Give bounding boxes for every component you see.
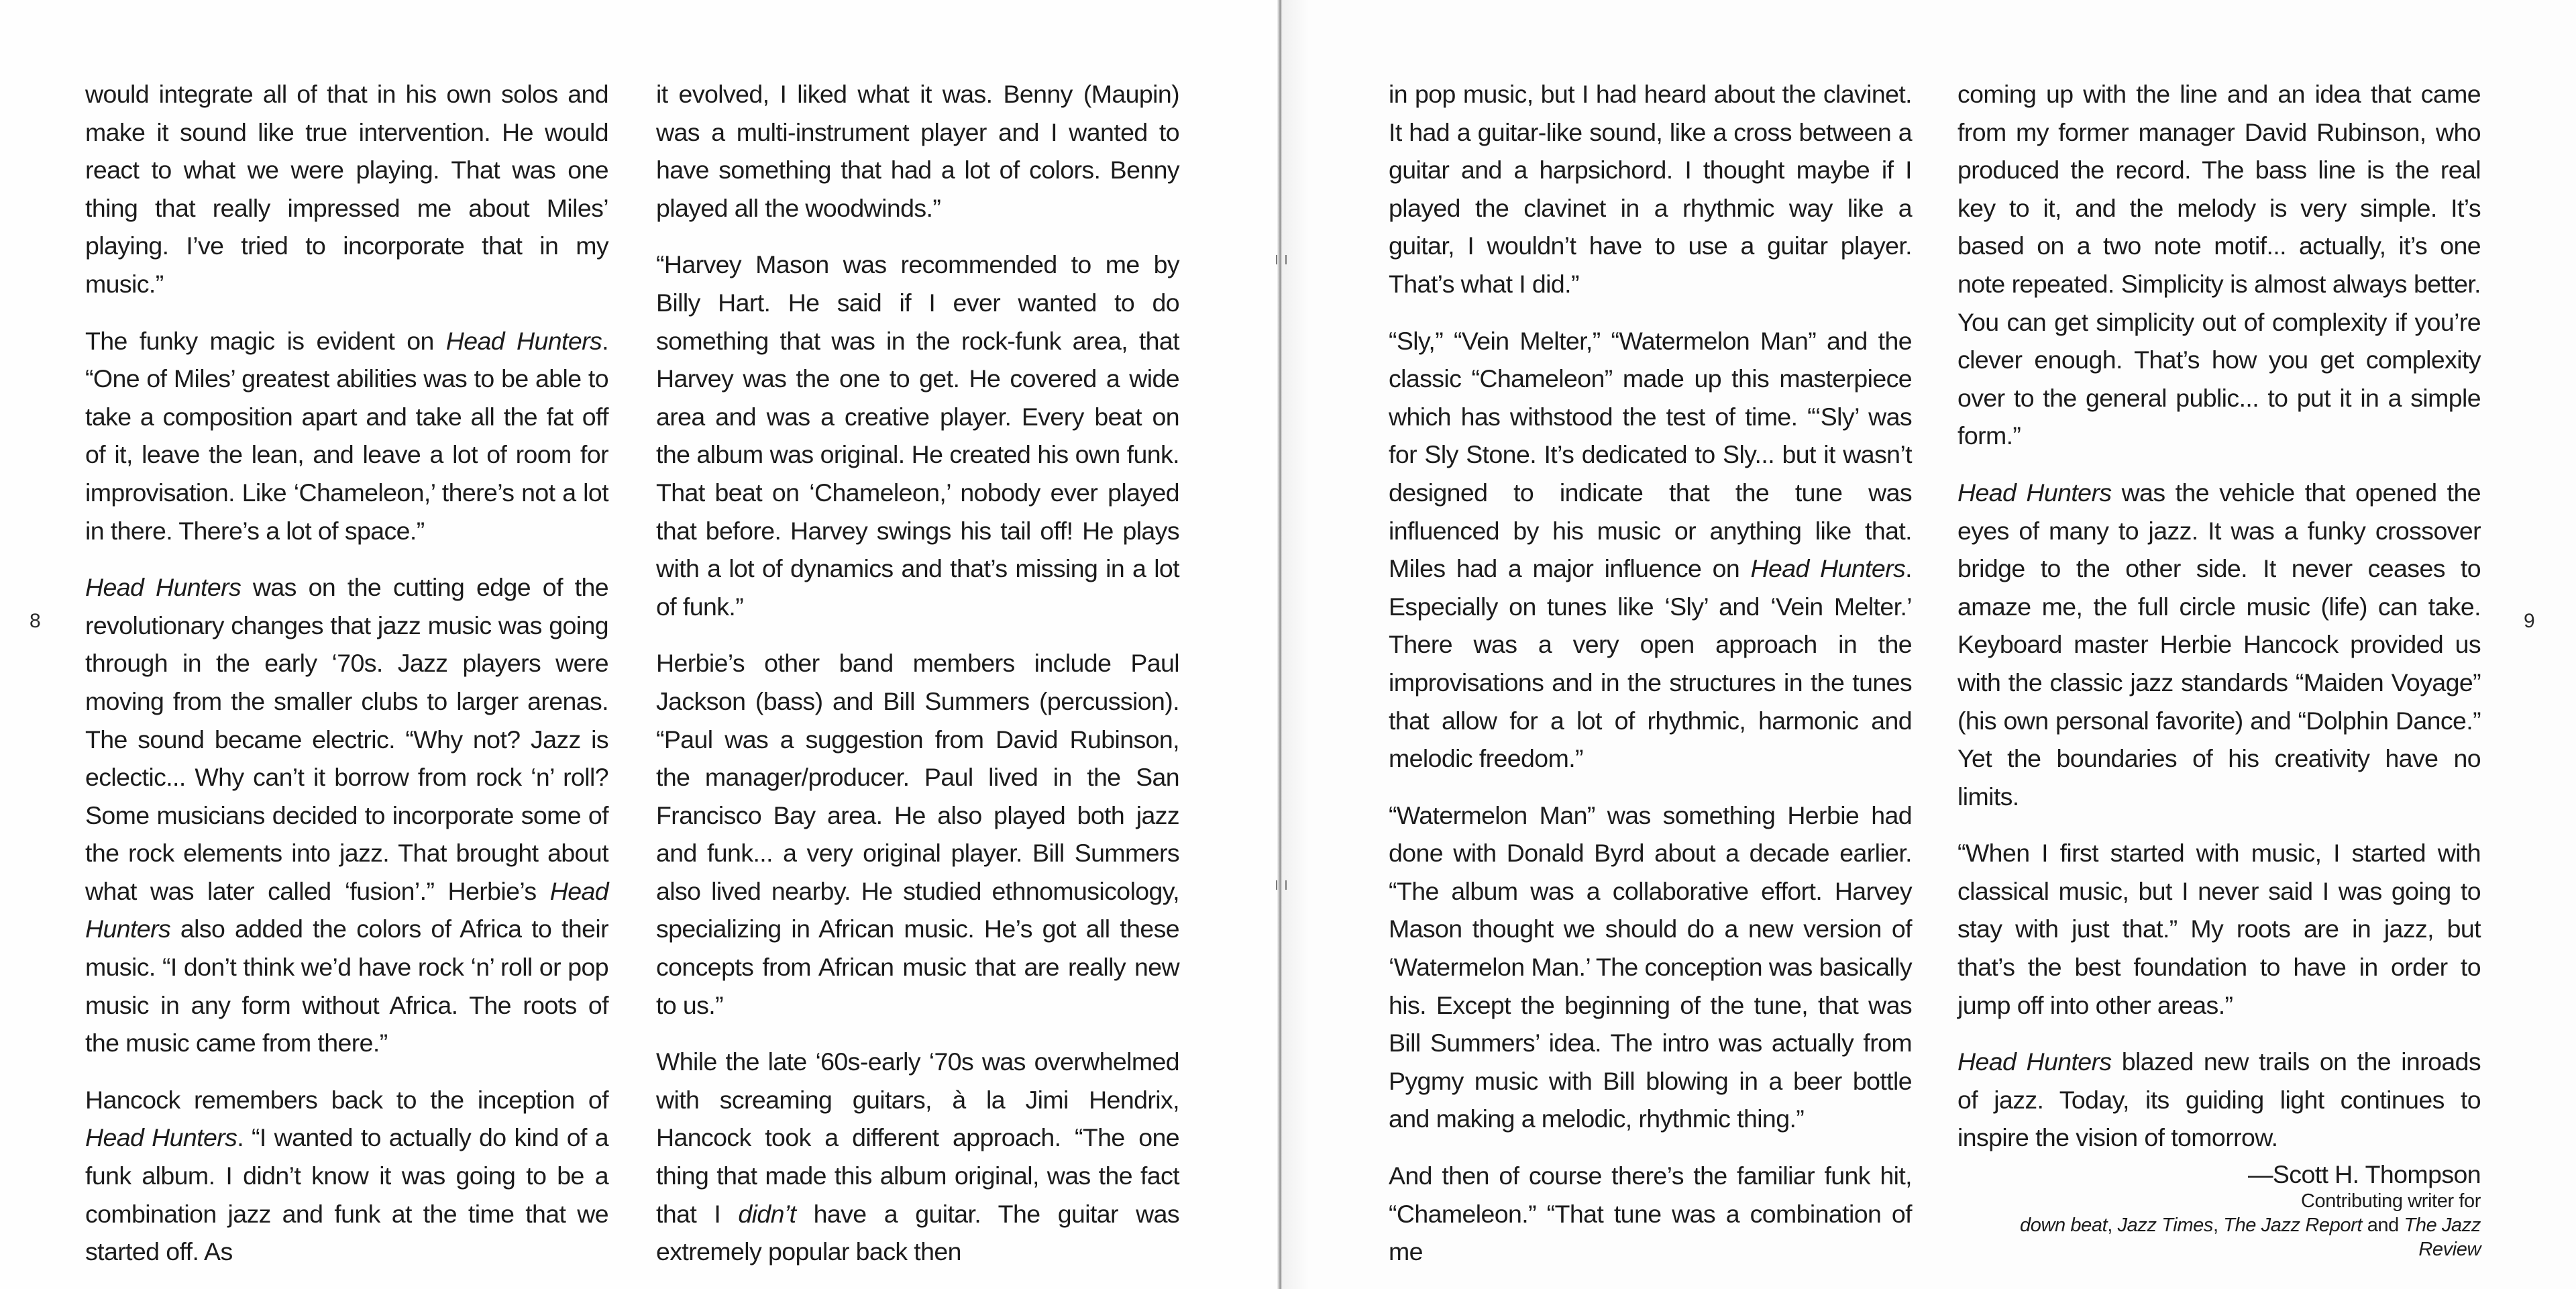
album-title: Head Hunters [445, 326, 602, 355]
staple-bottom [1276, 880, 1287, 890]
album-title: Head Hunters [1750, 554, 1906, 583]
column-2 [656, 75, 1179, 1271]
album-title: Head Hunters [1957, 478, 2112, 507]
page-number-left: 8 [30, 610, 41, 632]
fold-shadow [1283, 0, 1309, 1289]
column-1 [85, 75, 608, 1271]
column-3 [1389, 75, 1912, 1271]
paragraph: Head Hunters blazed new trails on the inroads of jazz. Today, its guiding light continues to inspire the vision of tomorrow. [1957, 1047, 2481, 1152]
paragraph: While the late ‘60s-early ‘70s was overwhelmed with screaming guitars, à la Jimi Hendrix, Hancock took a different approach. “The one thing that made this album original, was the fact that I didn’t have a guitar. The guitar was extremely popular back then [656, 1047, 1179, 1266]
paragraph: Hancock remembers back to the inception of Head Hunters. “I wanted to actually do kind of a funk album. I didn’t know it was going to be a combination jazz and funk at the time that we started off. As [85, 1085, 608, 1266]
paragraph: Herbie’s other band members include Paul Jackson (bass) and Bill Summers (percussion). “Paul was a suggestion from David Rubinson, the manager/producer. Paul lived in the San Francisco Bay area. He also played both jazz and funk... a very original player. Bill Summers also lived nearby. He studied ethnomusicology, specializing in African music. He’s got all these concepts from African music that are really new to us.” [656, 649, 1179, 1019]
album-title: Head Hunters [85, 573, 241, 602]
album-title: Head Hunters [85, 1123, 237, 1152]
paragraph: And then of course there’s the familiar funk hit, “Chameleon.” “That tune was a combination of me [1389, 1162, 1912, 1266]
paragraph: Head Hunters was the vehicle that opened the eyes of many to jazz. It was a funky crossover bridge to the other side. It never ceases to amaze me, the full circle music (life) can take. Keyboard master Herbie Hancock provided us with the classic jazz standards “Maiden Voyage” (his own personal favorite) and “Dolphin Dance.” Yet the boundaries of his creativity have no limits. [1957, 478, 2481, 811]
paragraph: “Sly,” “Vein Melter,” “Watermelon Man” and the classic “Chameleon” made up this masterpiece which has withstood the test of time. “‘Sly’ was for Sly Stone. It’s dedicated to Sly... but it wasn’t designed to indicate that the tune was influenced by his music or anything like that. Miles had a major influence on Head Hunters. Especially on tunes like ‘Sly’ and ‘Vein Melter.’ There was a very open approach in the improvisations and in the structures in the tunes that allow for a lot of rhythmic, harmonic and melodic freedom.” [1389, 326, 1912, 773]
author-signature [1957, 1159, 2481, 1261]
center-fold [1277, 0, 1283, 1289]
paragraph: “Harvey Mason was recommended to me by Billy Hart. He said if I ever wanted to do something that was in the rock-funk area, that Harvey was the one to get. He covered a wide area and was a creative player. Every beat on the album was original. He created his own funk. That beat on ‘Chameleon,’ nobody ever played that before. Harvey swings his tail off! He plays with a lot of dynamics and that’s missing in a lot of funk.” [656, 250, 1179, 621]
author-name: —Scott H. Thompson [2248, 1160, 2481, 1189]
paragraph: it evolved, I liked what it was. Benny (Maupin) was a multi-instrument player and I wanted to have something that had a lot of colors. Benny played all the woodwinds.” [656, 80, 1179, 222]
page-number-right: 9 [2524, 610, 2535, 632]
right-page [1280, 0, 2576, 1289]
staple-top [1276, 255, 1287, 264]
author-publications: down beat, Jazz Times, The Jazz Report and The Jazz Review [2020, 1215, 2481, 1261]
paragraph: would integrate all of that in his own solos and make it sound like true intervention. He would react to what we were playing. That was one thing that really impressed me about Miles’ playing. I’ve tried to incorporate that in my music.” [85, 80, 608, 298]
left-page [0, 0, 1280, 1289]
album-title: Head Hunters [85, 876, 608, 943]
column-4 [1957, 75, 2481, 1261]
emphasis: didn’t [738, 1199, 796, 1228]
author-role: Contributing writer for [2300, 1190, 2481, 1213]
paragraph: “Watermelon Man” was something Herbie had done with Donald Byrd about a decade earlier. “The album was a collaborative effort. Harvey Mason thought we should do a new version of ‘Watermelon Man.’ The conception was basically his. Except the beginning of the tune, that was Bill Summers’ idea. The intro was actually from Pygmy music with Bill blowing in a beer bottle and making a melodic, rhythmic thing.” [1389, 801, 1912, 1133]
paragraph: The funky magic is evident on Head Hunters. “One of Miles’ greatest abilities was to be able to take a composition apart and take all the fat off of it, leave the lean, and leave a lot of room for improvisation. Like ‘Chameleon,’ there’s not a lot in there. There’s a lot of space.” [85, 326, 608, 545]
album-title: Head Hunters [1957, 1047, 2112, 1076]
paragraph: “When I first started with music, I started with classical music, but I never said I was going to stay with just that.” My roots are in jazz, but that’s the best foundation to have in order to jump off into other areas.” [1957, 839, 2481, 1019]
paragraph: in pop music, but I had heard about the clavinet. It had a guitar-like sound, like a cross between a guitar and a harpsichord. I thought maybe if I played the clavinet in a rhythmic way like a guitar, I wouldn’t have to use a guitar player. That’s what I did.” [1389, 80, 1912, 298]
paragraph: coming up with the line and an idea that came from my former manager David Rubinson, who produced the record. The bass line is the real key to it, and the melody is very simple. It’s based on a two note motif... actually, it’s one note repeated. Simplicity is almost always better. You can get simplicity out of complexity if you’re clever enough. That’s how you get complexity over to the general public... to put it in a simple form.” [1957, 80, 2481, 450]
paragraph: Head Hunters was on the cutting edge of the revolutionary changes that jazz music was going through in the early ‘70s. Jazz players were moving from the smaller clubs to larger arenas. The sound became electric. “Why not? Jazz is eclectic... Why can’t it borrow from rock ‘n’ roll? Some musicians decided to incorporate some of the rock elements into jazz. That brought about what was later called ‘fusion’.” Herbie’s Head Hunters also added the colors of Africa to their music. “I don’t think we’d have rock ‘n’ roll or pop music in any form without Africa. The roots of the music came from there.” [85, 573, 608, 1058]
